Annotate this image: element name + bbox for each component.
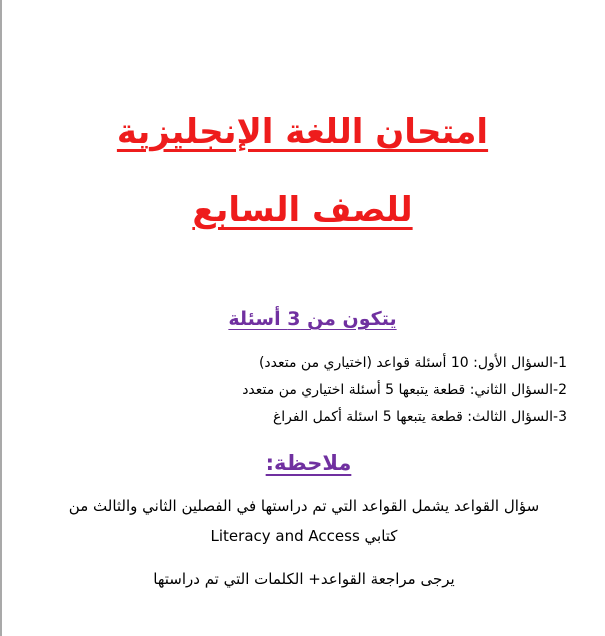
page-left-border (0, 0, 2, 636)
question-item-2: 2-السؤال الثاني: قطعة يتبعها 5 أسئلة اختياري من متعدد (242, 382, 567, 398)
questions-list (242, 350, 567, 431)
composition-heading: يتكون من 3 أسئلة (228, 308, 397, 330)
note-text-line-3: يرجى مراجعة القواعد+ الكلمات التي تم دراستها (153, 570, 455, 588)
note-heading: ملاحظة: (265, 451, 352, 475)
note-text-line-2: كتابي Literacy and Access (210, 527, 398, 545)
exam-title: امتحان اللغة الإنجليزية (116, 112, 489, 152)
note-text-line-1: سؤال القواعد يشمل القواعد التي تم دراستها في الفصلين الثاني والثالث من (68, 497, 540, 515)
question-item-3: 3-السؤال الثالث: قطعة يتبعها 5 اسئلة أكمل الفراغ (272, 409, 567, 425)
question-item-1: 1-السؤال الأول: 10 أسئلة قواعد (اختياري من متعدد) (258, 355, 567, 371)
grade-title: للصف السابع (192, 190, 413, 230)
